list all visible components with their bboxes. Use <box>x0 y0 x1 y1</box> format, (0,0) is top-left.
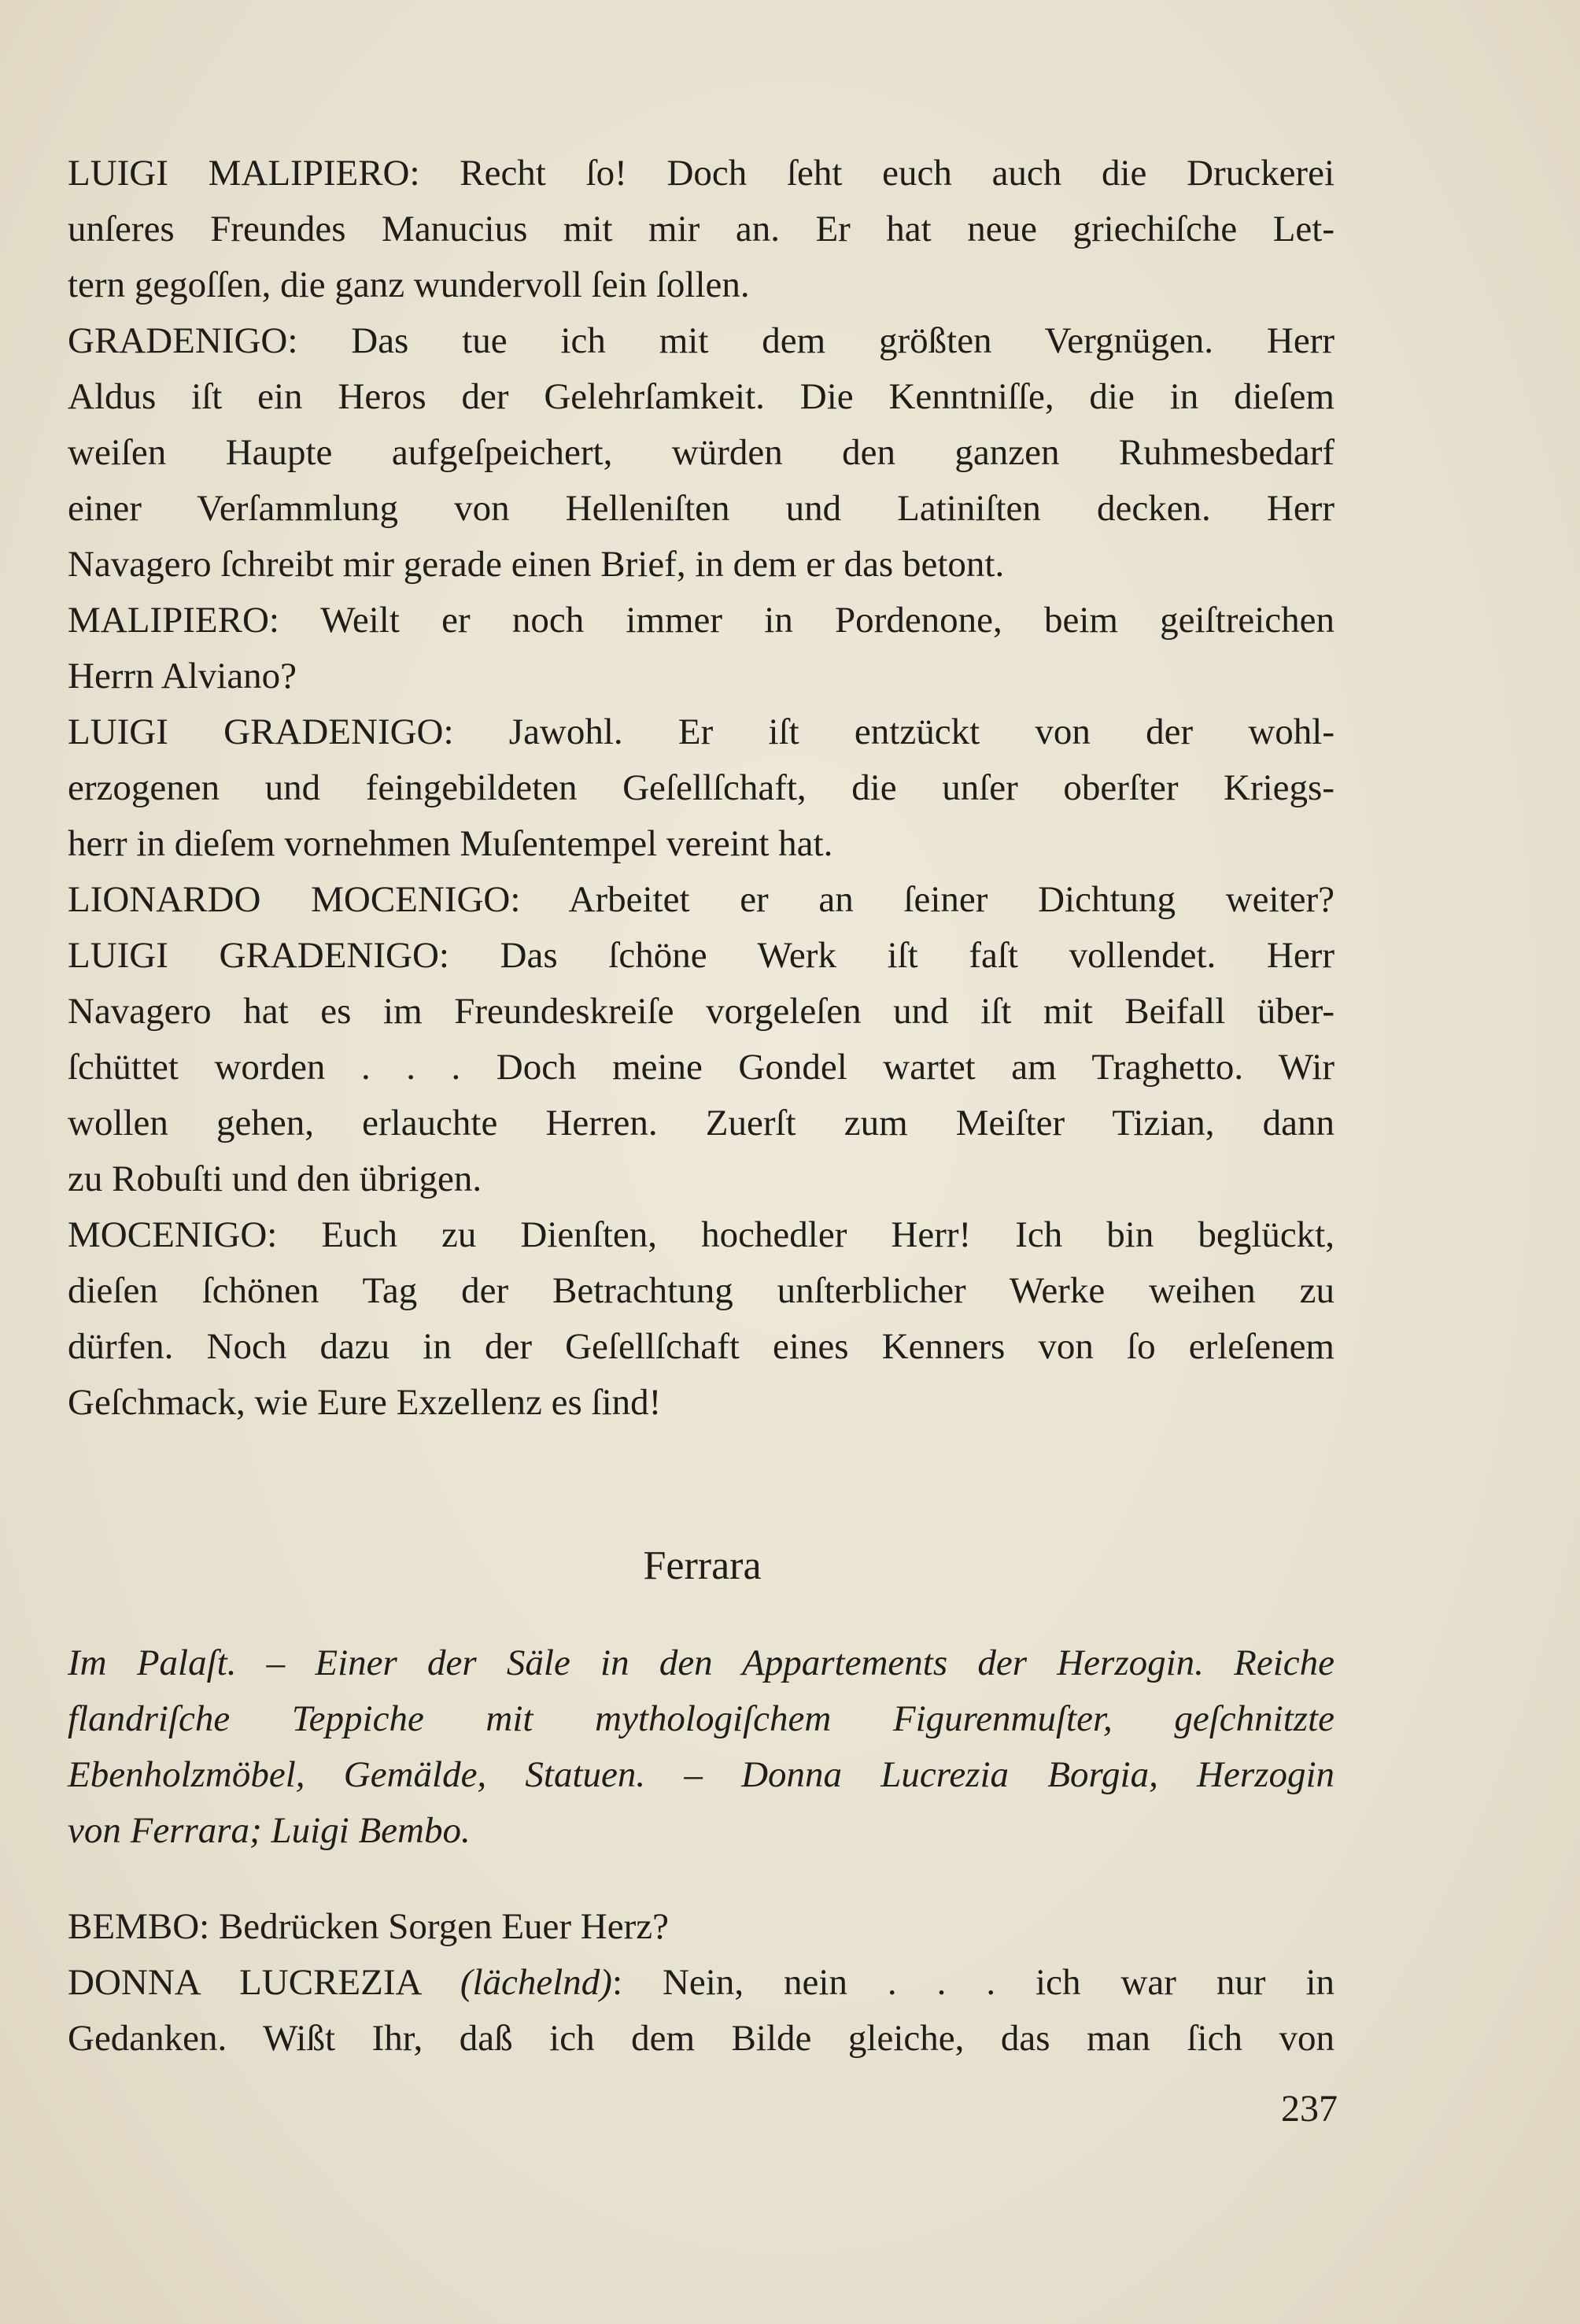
dialogue-line: unſeres Freundes Manucius mit mir an. Er hat neue griechiſche Let- <box>68 209 1335 249</box>
dialogue-line: erzogenen und feingebildeten Geſellſchaft, die unſer oberſter Kriegs- <box>68 767 1335 808</box>
dialogue-line: weiſen Haupte aufgeſpeichert, würden den ganzen Ruhmesbedarf <box>68 432 1335 473</box>
speaker-name: DONNA LUCREZIA <box>68 1962 460 2003</box>
dialogue-line: LIONARDO MOCENIGO: Arbeitet er an ſeiner Dichtung weiter? <box>68 879 1335 920</box>
stage-direction-line: Ebenholzmöbel, Gemälde, Statuen. – Donna Lucrezia Borgia, Herzogin <box>68 1754 1335 1795</box>
dialogue-line: Gedanken. Wißt Ihr, daß ich dem Bilde gleiche, das man ſich von <box>68 2018 1335 2059</box>
dialogue-line: Navagero hat es im Freundeskreiſe vorgeleſen und iſt mit Beifall über- <box>68 991 1335 1032</box>
dialogue-line: ſchüttet worden . . . Doch meine Gondel wartet am Traghetto. Wir <box>68 1047 1335 1088</box>
stage-aside: (lächelnd) <box>460 1962 612 2003</box>
dialogue-line: LUIGI GRADENIGO: Jawohl. Er iſt entzückt von der wohl- <box>68 711 1335 752</box>
dialogue-line: GRADENIGO: Das tue ich mit dem größten Vergnügen. Herr <box>68 320 1335 361</box>
dialogue-line: dieſen ſchönen Tag der Betrachtung unſterblicher Werke weihen zu <box>68 1270 1335 1311</box>
section-heading: Ferrara <box>643 1543 762 1588</box>
dialogue-line: einer Verſammlung von Helleniſten und Latiniſten decken. Herr <box>68 488 1335 529</box>
dialogue-line: MALIPIERO: Weilt er noch immer in Pordenone, beim geiſtreichen <box>68 600 1335 641</box>
dialogue-line: LUIGI MALIPIERO: Recht ſo! Doch ſeht euch auch die Druckerei <box>68 153 1335 194</box>
dialogue-line: dürfen. Noch dazu in der Geſellſchaft eines Kenners von ſo erleſenem <box>68 1326 1335 1367</box>
dialogue-line: herr in dieſem vornehmen Muſentempel vereint hat. <box>68 823 833 864</box>
dialogue-line: wollen gehen, erlauchte Herren. Zuerſt zum Meiſter Tizian, dann <box>68 1103 1335 1144</box>
page-number: 237 <box>1281 2088 1338 2130</box>
stage-direction-line: von Ferrara; Luigi Bembo. <box>68 1810 471 1851</box>
dialogue-line: Navagero ſchreibt mir gerade einen Brief, in dem er das betont. <box>68 544 1005 585</box>
stage-direction-line: Im Palaſt. – Einer der Säle in den Appartements der Herzogin. Reiche <box>68 1642 1335 1683</box>
dialogue-line: Aldus iſt ein Heros der Gelehrſamkeit. Die Kenntniſſe, die in dieſem <box>68 376 1335 417</box>
dialogue-line <box>68 1959 1335 2006</box>
dialogue-line: tern gegoſſen, die ganz wundervoll ſein ſollen. <box>68 264 750 305</box>
dialogue-line: Herrn Alviano? <box>68 656 297 696</box>
dialogue-line: BEMBO: Bedrücken Sorgen Euer Herz? <box>68 1906 669 1947</box>
dialogue-line: LUIGI GRADENIGO: Das ſchöne Werk iſt faſt vollendet. Herr <box>68 935 1335 976</box>
line-text: : Nein, nein . . . ich war nur in <box>611 1962 1335 2003</box>
dialogue-line: MOCENIGO: Euch zu Dienſten, hochedler Herr! Ich bin beglückt, <box>68 1214 1335 1255</box>
stage-direction-line: flandriſche Teppiche mit mythologiſchem Figurenmuſter, geſchnitzte <box>68 1698 1335 1739</box>
dialogue-line: Geſchmack, wie Eure Exzellenz es ſind! <box>68 1382 662 1423</box>
dialogue-line: zu Robuſti und den übrigen. <box>68 1158 482 1199</box>
